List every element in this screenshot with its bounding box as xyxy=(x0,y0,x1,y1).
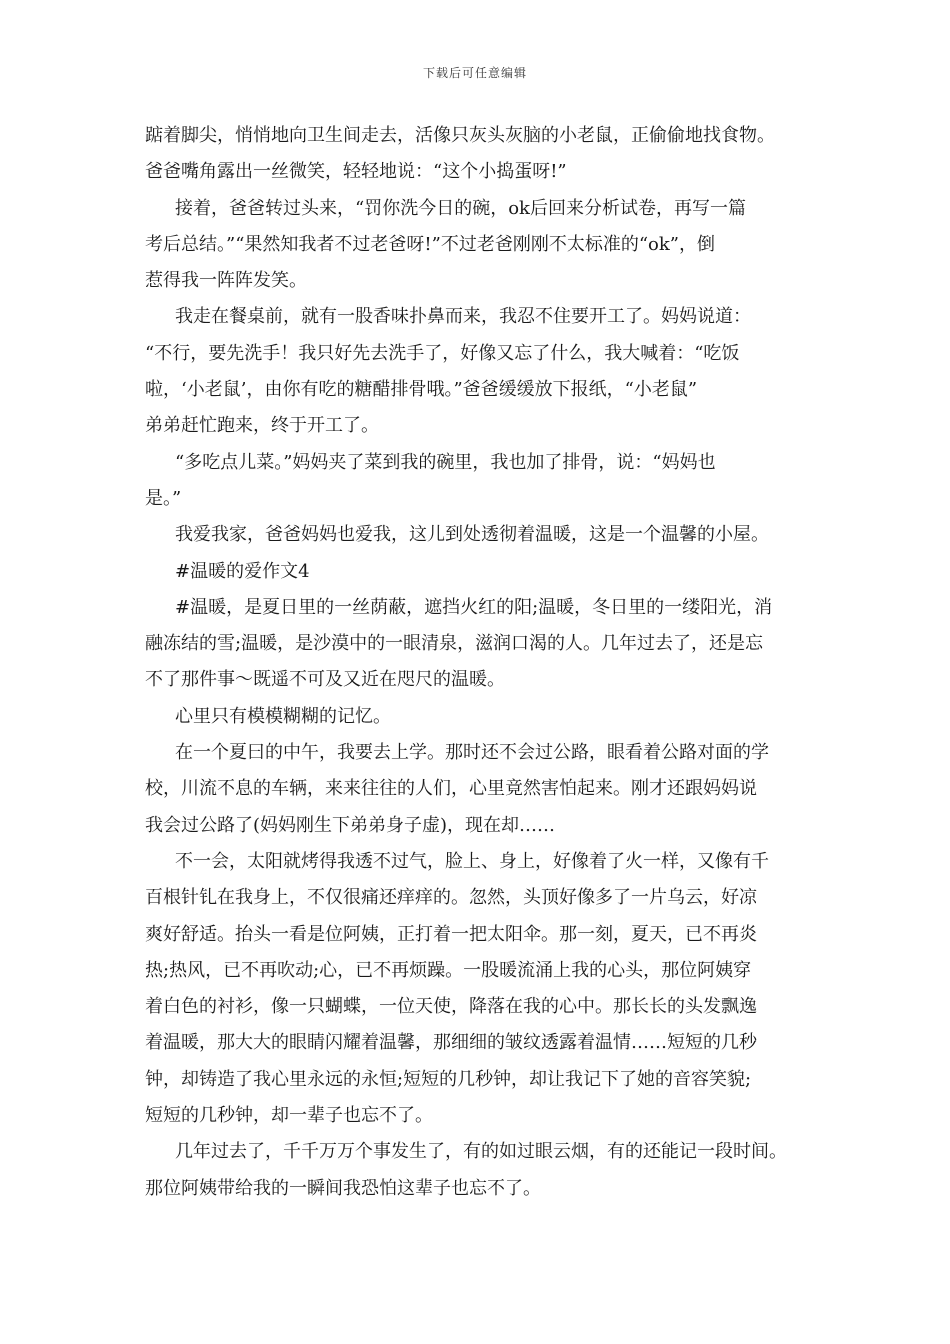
page-header: 下载后可任意编辑 xyxy=(422,66,527,80)
text-line: 心里只有模模糊糊的记忆。 xyxy=(175,705,391,727)
text-line: 几年过去了，千千万万个事发生了，有的如过眼云烟，有的还能记一段时间。 xyxy=(175,1141,787,1163)
text-line: 我走在餐桌前，就有一股香味扑鼻而来，我忍不住要开工了。妈妈说道： xyxy=(175,306,751,328)
text-line: 着白色的衬衫，像一只蝴蝶，一位天使，降落在我的心中。那长长的头发飘逸 xyxy=(145,996,757,1018)
text-line: 那位阿姨带给我的一瞬间我恐怕这辈子也忘不了。 xyxy=(145,1177,541,1199)
text-line: 踮着脚尖，悄悄地向卫生间走去，活像只灰头灰脑的小老鼠，正偷偷地找食物。 xyxy=(145,125,775,146)
text-line: 钟，却铸造了我心里永远的永恒;短短的几秒钟，却让我记下了她的音容笑貌; xyxy=(145,1068,752,1090)
text-line: 我会过公路了(妈妈刚生下弟弟身子虚)，现在却…… xyxy=(145,814,556,836)
text-line: 惹得我一阵阵发笑。 xyxy=(145,270,307,292)
text-line: 弟弟赶忙跑来，终于开工了。 xyxy=(145,415,379,437)
text-line: 不一会，太阳就烤得我透不过气，脸上、身上，好像着了火一样，又像有千 xyxy=(175,850,769,872)
text-line: 短短的几秒钟，却一辈子也忘不了。 xyxy=(145,1105,433,1127)
text-line: 不了那件事～既遥不可及又近在咫尺的温暖。 xyxy=(145,669,505,691)
text-line: 爸爸嘴角露出一丝微笑，轻轻地说：“这个小捣蛋呀!” xyxy=(145,161,567,183)
text-line: 我爱我家，爸爸妈妈也爱我，这儿到处透彻着温暖，这是一个温馨的小屋。 xyxy=(175,524,769,546)
text-line: 百根针钆在我身上，不仅很痛还痒痒的。忽然，头顶好像多了一片乌云，好凉 xyxy=(145,887,757,909)
text-line: 爽好舒适。抬头一看是位阿姨，正打着一把太阳伞。那一刻，夏天，已不再炎 xyxy=(145,923,757,945)
text-line: 啦，‘小老鼠’，由你有吃的糖醋排骨哦。”爸爸缓缓放下报纸，“小老鼠” xyxy=(145,379,698,401)
text-line: 着温暖，那大大的眼睛闪耀着温馨，那细细的皱纹透露着温情……短短的几秒 xyxy=(145,1032,757,1054)
text-line: “不行，要先洗手！我只好先去洗手了，好像又忘了什么，我大喊着：“吃饭 xyxy=(145,342,740,364)
text-line: 接着，爸爸转过头来，“罚你洗今日的碗，ok后回来分析试卷，再写一篇 xyxy=(175,197,746,219)
text-line: 是。” xyxy=(145,487,182,509)
text-line: “多吃点儿菜。”妈妈夹了菜到我的碗里，我也加了排骨，说：“妈妈也 xyxy=(175,451,716,473)
text-line: #温暖的爱作文4 xyxy=(175,560,310,582)
text-line: #温暖，是夏日里的一丝荫蔽，遮挡火红的阳;温暖，冬日里的一缕阳光，消 xyxy=(175,596,773,618)
text-line: 校，川流不息的车辆，来来往往的人们，心里竟然害怕起来。刚才还跟妈妈说 xyxy=(145,778,757,800)
text-line: 热;热风，已不再吹动;心，已不再烦躁。一股暖流涌上我的心头，那位阿姨穿 xyxy=(145,959,752,981)
text-line: 融冻结的雪;温暖，是沙漠中的一眼清泉，滋润口渴的人。几年过去了，还是忘 xyxy=(145,633,764,655)
text-line: 在一个夏曰的中午，我要去上学。那时还不会过公路，眼看着公路对面的学 xyxy=(175,742,769,764)
text-line: 考后总结。”“果然知我者不过老爸呀!”不过老爸刚刚不太标准的“ok”，倒 xyxy=(145,233,715,255)
document-body xyxy=(145,118,820,1207)
